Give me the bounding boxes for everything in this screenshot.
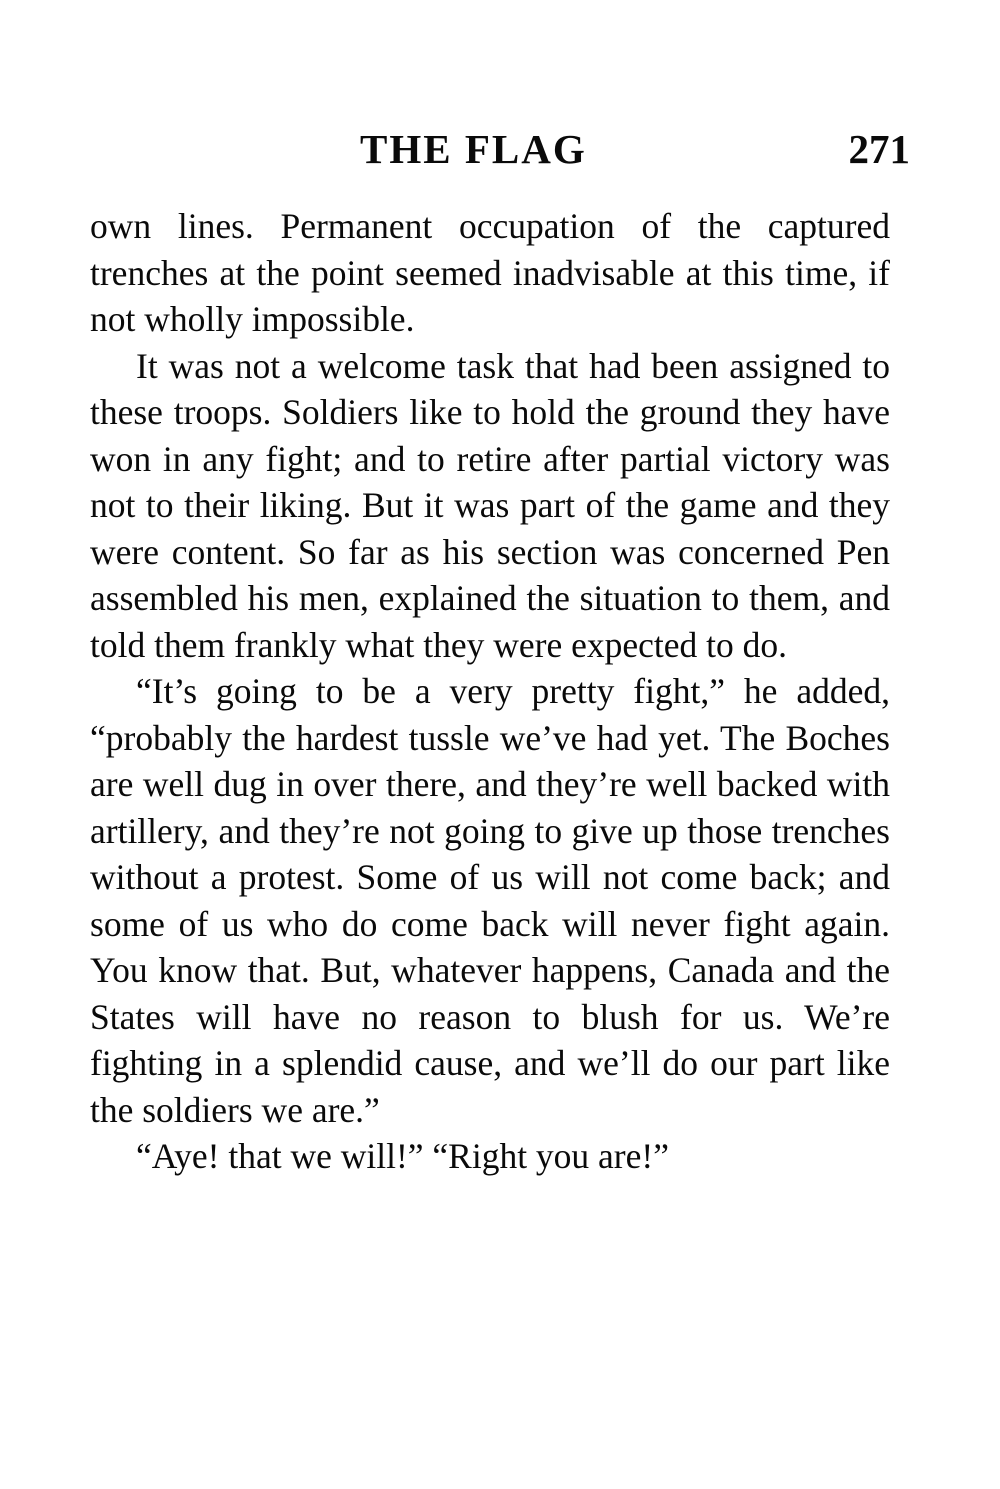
running-head: THE FLAG bbox=[360, 126, 587, 172]
paragraph: “Aye! that we will!” “Right you are!” bbox=[136, 1136, 669, 1176]
paragraph: It was not a welcome task that had been assigned to these troops. Soldiers like to hold the ground they have won in any fight; and to retire after partial victory was not to their liking. But it was part of the game and they were content. So far as his section was concerned Pen assembled his men, explained the situation to them, and told them frankly what they were expected to do. bbox=[90, 345, 890, 665]
page-body bbox=[90, 203, 890, 1180]
page-header bbox=[90, 125, 910, 179]
page-number: 271 bbox=[848, 126, 910, 172]
paragraph: own lines. Permanent occupation of the captured trenches at the point seemed inadvisable at this time, if not wholly impossible. bbox=[90, 206, 890, 339]
paragraph: “It’s going to be a very pretty fight,” he added, “probably the hardest tussle we’ve had yet. The Boches are well dug in over there, and they’re well backed with artillery, and they’re not going to give up those trenches without a protest. Some of us will not come back; and some of us who do come back will never fight again. You know that. But, whatever happens, Canada and the States will have no reason to blush for us. We’re fighting in a splendid cause, and we’ll do our part like the soldiers we are.” bbox=[90, 671, 890, 1130]
